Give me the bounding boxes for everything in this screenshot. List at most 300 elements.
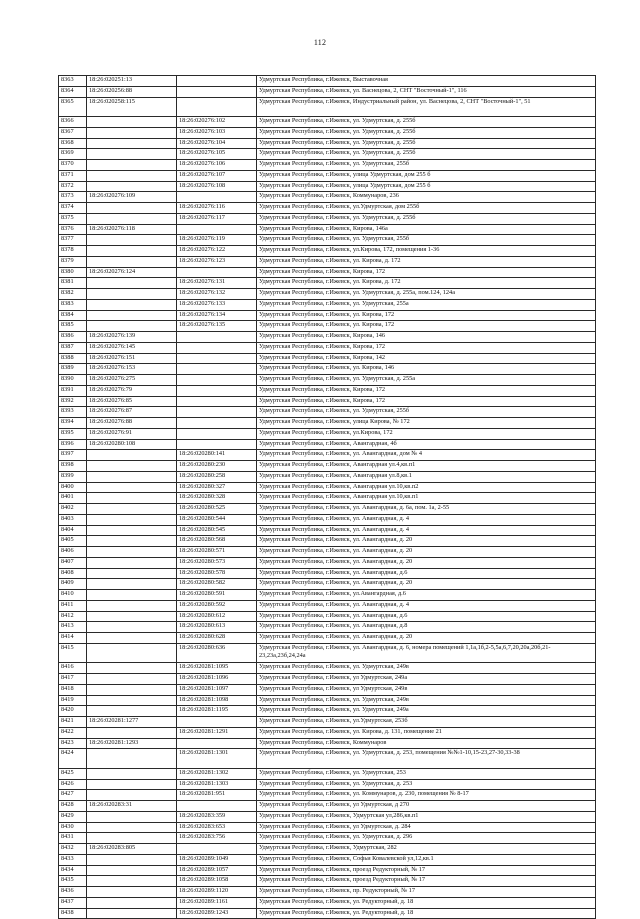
cadastral-number-cell xyxy=(87,203,177,214)
cadastral-number-cell: 18:26:020276:275 xyxy=(87,375,177,386)
cadastral-number-cell: 18:26:020276:85 xyxy=(87,396,177,407)
row-number-cell: 8371 xyxy=(59,170,87,181)
registry-body xyxy=(59,76,596,919)
building-cadastral-number-cell xyxy=(177,86,257,97)
address-cell: Удмуртская Республика, г.Ижевск, ул. Удмуртская, д. 255б xyxy=(257,127,596,138)
cadastral-number-cell xyxy=(87,127,177,138)
table-row xyxy=(59,897,596,908)
table-row xyxy=(59,779,596,790)
table-row xyxy=(59,97,596,117)
address-cell: Удмуртская Республика, г.Ижевск, Авангардная, 4б xyxy=(257,439,596,450)
table-row xyxy=(59,127,596,138)
address-cell: Удмуртская Республика, г.Ижевск, ул. Удмуртская, 249в xyxy=(257,663,596,674)
cadastral-number-cell xyxy=(87,695,177,706)
row-number-cell: 8426 xyxy=(59,779,87,790)
cadastral-number-cell xyxy=(87,310,177,321)
cadastral-number-cell xyxy=(87,117,177,128)
table-row xyxy=(59,450,596,461)
row-number-cell: 8420 xyxy=(59,706,87,717)
cadastral-number-cell: 18:26:020251:13 xyxy=(87,76,177,87)
row-number-cell: 8437 xyxy=(59,897,87,908)
table-row xyxy=(59,525,596,536)
cadastral-number-cell xyxy=(87,749,177,769)
building-cadastral-number-cell: 18:26:020276:123 xyxy=(177,256,257,267)
cadastral-number-cell xyxy=(87,622,177,633)
building-cadastral-number-cell: 18:26:020276:132 xyxy=(177,289,257,300)
address-cell: Удмуртская Республика, г.Ижевск, ул. Удмуртская, д. 255б xyxy=(257,138,596,149)
building-cadastral-number-cell xyxy=(177,267,257,278)
building-cadastral-number-cell: 18:26:020280:328 xyxy=(177,493,257,504)
row-number-cell: 8366 xyxy=(59,117,87,128)
cadastral-number-cell: 18:26:020276:151 xyxy=(87,353,177,364)
cadastral-number-cell: 18:26:020276:124 xyxy=(87,267,177,278)
address-cell: Удмуртская Республика, г.Ижевск, ул. Удмуртская, 255б xyxy=(257,407,596,418)
cadastral-number-cell xyxy=(87,779,177,790)
table-row xyxy=(59,633,596,644)
building-cadastral-number-cell xyxy=(177,418,257,429)
building-cadastral-number-cell: 18:26:020276:122 xyxy=(177,246,257,257)
address-cell: Удмуртская Республика, г.Ижевск, ул.Кирова, 172, помещения 1-36 xyxy=(257,246,596,257)
building-cadastral-number-cell: 18:26:020276:133 xyxy=(177,299,257,310)
address-cell: Удмуртская Республика, г.Ижевск, ул. Авангардная, д. 20 xyxy=(257,557,596,568)
table-row xyxy=(59,822,596,833)
address-cell: Удмуртская Республика, г.Ижевск, Авангардная ул.10,кв.п2 xyxy=(257,482,596,493)
cadastral-number-cell xyxy=(87,504,177,515)
address-cell: Удмуртская Республика, г.Ижевск, ул. Авангардная, д. 6а, пом. 1а, 2-55 xyxy=(257,504,596,515)
row-number-cell: 8372 xyxy=(59,181,87,192)
table-row xyxy=(59,844,596,855)
address-cell: Удмуртская Республика, г.Ижевск, ул. Авангардная, д. 6, номера помещений 1,1а,1б,2-5,5а,6,7,20,20а,20б,21-23,23а,23б,24,24а xyxy=(257,643,596,663)
table-row xyxy=(59,267,596,278)
address-cell: Удмуртская Республика, г.Ижевск, улица Кирова, № 172 xyxy=(257,418,596,429)
table-row xyxy=(59,138,596,149)
cadastral-number-cell xyxy=(87,768,177,779)
row-number-cell: 8370 xyxy=(59,160,87,171)
row-number-cell: 8375 xyxy=(59,213,87,224)
table-row xyxy=(59,833,596,844)
row-number-cell: 8418 xyxy=(59,684,87,695)
building-cadastral-number-cell xyxy=(177,385,257,396)
row-number-cell: 8364 xyxy=(59,86,87,97)
table-row xyxy=(59,695,596,706)
cadastral-number-cell xyxy=(87,790,177,801)
address-cell: Удмуртская Республика, г.Ижевск, ул Удмуртская, 249а xyxy=(257,674,596,685)
row-number-cell: 8373 xyxy=(59,192,87,203)
building-cadastral-number-cell xyxy=(177,801,257,812)
cadastral-number-cell xyxy=(87,547,177,558)
row-number-cell: 8427 xyxy=(59,790,87,801)
address-cell: Удмуртская Республика, г.Ижевск, Удмуртская, 282 xyxy=(257,844,596,855)
table-row xyxy=(59,76,596,87)
address-cell: Удмуртская Республика, г.Ижевск, ул.Авангардная, д.6 xyxy=(257,590,596,601)
table-row xyxy=(59,246,596,257)
table-row xyxy=(59,579,596,590)
building-cadastral-number-cell: 18:26:020276:105 xyxy=(177,149,257,160)
building-cadastral-number-cell: 18:26:020280:568 xyxy=(177,536,257,547)
cadastral-number-cell xyxy=(87,897,177,908)
row-number-cell: 8380 xyxy=(59,267,87,278)
row-number-cell: 8416 xyxy=(59,663,87,674)
address-cell: Удмуртская Республика, г.Ижевск, Кирова, 142 xyxy=(257,353,596,364)
address-cell: Удмуртская Республика, г.Ижевск, ул. Удмуртская, д. 255а xyxy=(257,375,596,386)
cadastral-number-cell: 18:26:020283:805 xyxy=(87,844,177,855)
building-cadastral-number-cell: 18:26:020280:628 xyxy=(177,633,257,644)
address-cell: Удмуртская Республика, г.Ижевск, ул. Коммунаров, д. 230, помещения № 8-17 xyxy=(257,790,596,801)
address-cell: Удмуртская Республика, г.Ижевск, ул. Удмуртская, д. 296 xyxy=(257,833,596,844)
building-cadastral-number-cell: 18:26:020276:131 xyxy=(177,278,257,289)
building-cadastral-number-cell: 18:26:020281:1095 xyxy=(177,663,257,674)
building-cadastral-number-cell: 18:26:020280:230 xyxy=(177,461,257,472)
cadastral-number-cell: 18:26:020281:1293 xyxy=(87,738,177,749)
row-number-cell: 8403 xyxy=(59,514,87,525)
address-cell: Удмуртская Республика, г.Ижевск, Авангардная ул.8,кв.1 xyxy=(257,471,596,482)
address-cell: Удмуртская Республика, г.Ижевск, Кирова, 146 xyxy=(257,332,596,343)
address-cell: Удмуртская Республика, г.Ижевск, ул. Кирова, д. 172 xyxy=(257,278,596,289)
building-cadastral-number-cell: 18:26:020276:135 xyxy=(177,321,257,332)
cadastral-number-cell: 18:26:020280:108 xyxy=(87,439,177,450)
address-cell: Удмуртская Республика, г.Ижевск, проезд Редукторный, № 17 xyxy=(257,876,596,887)
building-cadastral-number-cell: 18:26:020276:106 xyxy=(177,160,257,171)
table-row xyxy=(59,590,596,601)
address-cell: Удмуртская Республика, г.Ижевск, ул. Васнецова, 2, СНТ "Восточный-1", 116 xyxy=(257,86,596,97)
address-cell: Удмуртская Республика, г.Ижевск, ул.Удмуртская, дом 255б xyxy=(257,203,596,214)
row-number-cell: 8399 xyxy=(59,471,87,482)
cadastral-number-cell xyxy=(87,514,177,525)
cadastral-number-cell xyxy=(87,887,177,898)
building-cadastral-number-cell: 18:26:020276:108 xyxy=(177,181,257,192)
cadastral-number-cell xyxy=(87,181,177,192)
table-row xyxy=(59,353,596,364)
address-cell: Удмуртская Республика, г.Ижевск, Кирова, 172 xyxy=(257,267,596,278)
cadastral-number-cell xyxy=(87,493,177,504)
building-cadastral-number-cell xyxy=(177,97,257,117)
building-cadastral-number-cell: 18:26:020280:525 xyxy=(177,504,257,515)
table-row xyxy=(59,342,596,353)
cadastral-number-cell xyxy=(87,160,177,171)
address-cell: Удмуртская Республика, г.Ижевск, ул. Авангардная, д.6 xyxy=(257,568,596,579)
row-number-cell: 8376 xyxy=(59,224,87,235)
building-cadastral-number-cell: 18:26:020276:119 xyxy=(177,235,257,246)
table-row xyxy=(59,278,596,289)
row-number-cell: 8379 xyxy=(59,256,87,267)
row-number-cell: 8428 xyxy=(59,801,87,812)
building-cadastral-number-cell xyxy=(177,76,257,87)
table-row xyxy=(59,557,596,568)
address-cell: Удмуртская Республика, г.Ижевск, ул. Удмуртская, 249а xyxy=(257,706,596,717)
table-row xyxy=(59,203,596,214)
address-cell: Удмуртская Республика, г.Ижевск, Софьи Ковалевской ул,12,кв.1 xyxy=(257,854,596,865)
row-number-cell: 8382 xyxy=(59,289,87,300)
cadastral-number-cell: 18:26:020276:145 xyxy=(87,342,177,353)
row-number-cell: 8413 xyxy=(59,622,87,633)
table-row xyxy=(59,396,596,407)
table-row xyxy=(59,738,596,749)
address-cell: Удмуртская Республика, г.Ижевск, ул. Кирова, 172 xyxy=(257,321,596,332)
row-number-cell: 8363 xyxy=(59,76,87,87)
cadastral-number-cell xyxy=(87,643,177,663)
page-number: 112 xyxy=(313,38,327,47)
cadastral-number-cell xyxy=(87,865,177,876)
address-cell: Удмуртская Республика, г.Ижевск, ул. Удмуртская, д. 255б xyxy=(257,117,596,128)
row-number-cell: 8438 xyxy=(59,908,87,919)
row-number-cell: 8385 xyxy=(59,321,87,332)
building-cadastral-number-cell: 18:26:020280:582 xyxy=(177,579,257,590)
cadastral-number-cell xyxy=(87,170,177,181)
building-cadastral-number-cell: 18:26:020280:578 xyxy=(177,568,257,579)
row-number-cell: 8435 xyxy=(59,876,87,887)
table-row xyxy=(59,811,596,822)
cadastral-number-cell: 18:26:020283:31 xyxy=(87,801,177,812)
building-cadastral-number-cell: 18:26:020283:653 xyxy=(177,822,257,833)
row-number-cell: 8433 xyxy=(59,854,87,865)
building-cadastral-number-cell: 18:26:020289:1057 xyxy=(177,865,257,876)
table-row xyxy=(59,117,596,128)
cadastral-number-cell xyxy=(87,471,177,482)
address-cell: Удмуртская Республика, г.Ижевск, улица Удмуртская, дом 255 б xyxy=(257,181,596,192)
table-row xyxy=(59,181,596,192)
building-cadastral-number-cell xyxy=(177,364,257,375)
row-number-cell: 8405 xyxy=(59,536,87,547)
cadastral-number-cell xyxy=(87,321,177,332)
row-number-cell: 8409 xyxy=(59,579,87,590)
table-row xyxy=(59,224,596,235)
row-number-cell: 8397 xyxy=(59,450,87,461)
address-cell: Удмуртская Республика, г.Ижевск, пр. Редукторный, № 17 xyxy=(257,887,596,898)
table-row xyxy=(59,256,596,267)
table-row xyxy=(59,289,596,300)
cadastral-number-cell xyxy=(87,246,177,257)
property-registry-table xyxy=(58,75,596,919)
table-row xyxy=(59,428,596,439)
building-cadastral-number-cell: 18:26:020281:1195 xyxy=(177,706,257,717)
table-row xyxy=(59,514,596,525)
address-cell: Удмуртская Республика, г.Ижевск, улица Удмуртская, дом 255 б xyxy=(257,170,596,181)
row-number-cell: 8390 xyxy=(59,375,87,386)
table-row xyxy=(59,643,596,663)
cadastral-number-cell: 18:26:020276:88 xyxy=(87,418,177,429)
cadastral-number-cell xyxy=(87,213,177,224)
cadastral-number-cell xyxy=(87,525,177,536)
cadastral-number-cell xyxy=(87,256,177,267)
address-cell: Удмуртская Республика, г.Ижевск, ул.Кирова, 172 xyxy=(257,428,596,439)
building-cadastral-number-cell: 18:26:020280:258 xyxy=(177,471,257,482)
address-cell: Удмуртская Республика, г.Ижевск, ул Удмуртская, д. 284 xyxy=(257,822,596,833)
address-cell: Удмуртская Республика, г.Ижевск, ул. Удмуртская, 255б xyxy=(257,160,596,171)
building-cadastral-number-cell xyxy=(177,396,257,407)
address-cell: Удмуртская Республика, г.Ижевск, ул. Кирова, д. 172 xyxy=(257,256,596,267)
row-number-cell: 8377 xyxy=(59,235,87,246)
cadastral-number-cell: 18:26:020276:87 xyxy=(87,407,177,418)
cadastral-number-cell xyxy=(87,727,177,738)
address-cell: Удмуртская Республика, г.Ижевск, Коммунаров, 236 xyxy=(257,192,596,203)
table-row xyxy=(59,536,596,547)
row-number-cell: 8391 xyxy=(59,385,87,396)
address-cell: Удмуртская Республика, г.Ижевск, ул Удмуртская, 249в xyxy=(257,684,596,695)
address-cell: Удмуртская Республика, г.Ижевск, ул. Кирова, д. 131, помещение 21 xyxy=(257,727,596,738)
building-cadastral-number-cell: 18:26:020281:951 xyxy=(177,790,257,801)
address-cell: Удмуртская Республика, г.Ижевск, ул. Редукторный, д. 18 xyxy=(257,897,596,908)
building-cadastral-number-cell xyxy=(177,738,257,749)
table-row xyxy=(59,213,596,224)
building-cadastral-number-cell: 18:26:020281:1098 xyxy=(177,695,257,706)
cadastral-number-cell xyxy=(87,149,177,160)
table-row xyxy=(59,235,596,246)
address-cell: Удмуртская Республика, г.Ижевск, Кирова, 172 xyxy=(257,385,596,396)
cadastral-number-cell xyxy=(87,299,177,310)
table-row xyxy=(59,600,596,611)
row-number-cell: 8422 xyxy=(59,727,87,738)
row-number-cell: 8414 xyxy=(59,633,87,644)
table-row xyxy=(59,364,596,375)
row-number-cell: 8408 xyxy=(59,568,87,579)
table-row xyxy=(59,727,596,738)
cadastral-number-cell xyxy=(87,822,177,833)
row-number-cell: 8411 xyxy=(59,600,87,611)
building-cadastral-number-cell: 18:26:020281:1302 xyxy=(177,768,257,779)
cadastral-number-cell: 18:26:020256:88 xyxy=(87,86,177,97)
building-cadastral-number-cell xyxy=(177,342,257,353)
building-cadastral-number-cell xyxy=(177,428,257,439)
row-number-cell: 8389 xyxy=(59,364,87,375)
table-row xyxy=(59,674,596,685)
cadastral-number-cell: 18:26:020276:79 xyxy=(87,385,177,396)
address-cell: Удмуртская Республика, г.Ижевск, ул. Удмуртская, д. 253, помещения №№1-10,15-23,27-30,33-38 xyxy=(257,749,596,769)
address-cell: Удмуртская Республика, г.Ижевск, Выставочная xyxy=(257,76,596,87)
row-number-cell: 8412 xyxy=(59,611,87,622)
cadastral-number-cell xyxy=(87,482,177,493)
row-number-cell: 8407 xyxy=(59,557,87,568)
address-cell: Удмуртская Республика, г.Ижевск, ул. Авангардная, д. 20 xyxy=(257,579,596,590)
row-number-cell: 8381 xyxy=(59,278,87,289)
building-cadastral-number-cell xyxy=(177,353,257,364)
address-cell: Удмуртская Республика, г.Ижевск, ул. Авангардная, дом № 4 xyxy=(257,450,596,461)
address-cell: Удмуртская Республика, г.Ижевск, ул. Авангардная, д. 4 xyxy=(257,514,596,525)
row-number-cell: 8424 xyxy=(59,749,87,769)
building-cadastral-number-cell: 18:26:020280:545 xyxy=(177,525,257,536)
table-row xyxy=(59,332,596,343)
cadastral-number-cell xyxy=(87,674,177,685)
address-cell: Удмуртская Республика, г.Ижевск, ул. Авангардная, д. 4 xyxy=(257,600,596,611)
cadastral-number-cell xyxy=(87,278,177,289)
row-number-cell: 8369 xyxy=(59,149,87,160)
cadastral-number-cell xyxy=(87,811,177,822)
row-number-cell: 8365 xyxy=(59,97,87,117)
table-row xyxy=(59,299,596,310)
table-row xyxy=(59,86,596,97)
cadastral-number-cell: 18:26:020276:118 xyxy=(87,224,177,235)
row-number-cell: 8402 xyxy=(59,504,87,515)
address-cell: Удмуртская Республика, г.Ижевск, ул.Удмуртская, 253б xyxy=(257,717,596,728)
building-cadastral-number-cell: 18:26:020276:107 xyxy=(177,170,257,181)
row-number-cell: 8383 xyxy=(59,299,87,310)
table-row xyxy=(59,768,596,779)
table-row xyxy=(59,192,596,203)
cadastral-number-cell: 18:26:020281:1277 xyxy=(87,717,177,728)
building-cadastral-number-cell: 18:26:020289:1058 xyxy=(177,876,257,887)
building-cadastral-number-cell: 18:26:020289:1049 xyxy=(177,854,257,865)
cadastral-number-cell xyxy=(87,579,177,590)
cadastral-number-cell xyxy=(87,590,177,601)
building-cadastral-number-cell xyxy=(177,717,257,728)
row-number-cell: 8430 xyxy=(59,822,87,833)
building-cadastral-number-cell: 18:26:020280:636 xyxy=(177,643,257,663)
cadastral-number-cell: 18:26:020276:153 xyxy=(87,364,177,375)
address-cell: Удмуртская Республика, г.Ижевск, ул. Авангардная, д. 20 xyxy=(257,633,596,644)
address-cell: Удмуртская Республика, г.Ижевск, проезд Редукторный, № 17 xyxy=(257,865,596,876)
cadastral-number-cell: 18:26:020258:115 xyxy=(87,97,177,117)
building-cadastral-number-cell: 18:26:020280:613 xyxy=(177,622,257,633)
building-cadastral-number-cell: 18:26:020280:141 xyxy=(177,450,257,461)
building-cadastral-number-cell xyxy=(177,844,257,855)
cadastral-number-cell xyxy=(87,663,177,674)
row-number-cell: 8434 xyxy=(59,865,87,876)
table-row xyxy=(59,418,596,429)
table-row xyxy=(59,622,596,633)
row-number-cell: 8417 xyxy=(59,674,87,685)
table-row xyxy=(59,471,596,482)
table-row xyxy=(59,568,596,579)
table-row xyxy=(59,684,596,695)
building-cadastral-number-cell xyxy=(177,407,257,418)
row-number-cell: 8395 xyxy=(59,428,87,439)
table-row xyxy=(59,493,596,504)
building-cadastral-number-cell: 18:26:020280:327 xyxy=(177,482,257,493)
table-row xyxy=(59,321,596,332)
address-cell: Удмуртская Республика, г.Ижевск, ул. Удмуртская, 253 xyxy=(257,768,596,779)
cadastral-number-cell xyxy=(87,536,177,547)
address-cell: Удмуртская Республика, г.Ижевск, Авангардная ул.4,кв.п1 xyxy=(257,461,596,472)
table-row xyxy=(59,375,596,386)
cadastral-number-cell: 18:26:020276:91 xyxy=(87,428,177,439)
row-number-cell: 8387 xyxy=(59,342,87,353)
table-row xyxy=(59,876,596,887)
building-cadastral-number-cell xyxy=(177,332,257,343)
row-number-cell: 8388 xyxy=(59,353,87,364)
address-cell: Удмуртская Республика, г.Ижевск, ул. Удмуртская, д. 253 xyxy=(257,779,596,790)
table-row xyxy=(59,439,596,450)
cadastral-number-cell xyxy=(87,600,177,611)
table-row xyxy=(59,170,596,181)
row-number-cell: 8436 xyxy=(59,887,87,898)
address-cell: Удмуртская Республика, г.Ижевск, ул. Удмуртская, 249в xyxy=(257,695,596,706)
building-cadastral-number-cell: 18:26:020276:117 xyxy=(177,213,257,224)
row-number-cell: 8394 xyxy=(59,418,87,429)
address-cell: Удмуртская Республика, г.Ижевск, Удмуртская ул,286,кв.п1 xyxy=(257,811,596,822)
table-row xyxy=(59,854,596,865)
table-row xyxy=(59,611,596,622)
row-number-cell: 8401 xyxy=(59,493,87,504)
row-number-cell: 8367 xyxy=(59,127,87,138)
row-number-cell: 8386 xyxy=(59,332,87,343)
row-number-cell: 8392 xyxy=(59,396,87,407)
building-cadastral-number-cell: 18:26:020280:573 xyxy=(177,557,257,568)
table-row xyxy=(59,706,596,717)
building-cadastral-number-cell xyxy=(177,439,257,450)
cadastral-number-cell: 18:26:020276:139 xyxy=(87,332,177,343)
row-number-cell: 8421 xyxy=(59,717,87,728)
cadastral-number-cell xyxy=(87,633,177,644)
address-cell: Удмуртская Республика, г.Ижевск, ул. Авангардная, д. 20 xyxy=(257,536,596,547)
row-number-cell: 8423 xyxy=(59,738,87,749)
table-row xyxy=(59,663,596,674)
table-row xyxy=(59,790,596,801)
cadastral-number-cell xyxy=(87,833,177,844)
row-number-cell: 8404 xyxy=(59,525,87,536)
building-cadastral-number-cell: 18:26:020276:103 xyxy=(177,127,257,138)
cadastral-number-cell xyxy=(87,557,177,568)
building-cadastral-number-cell: 18:26:020280:612 xyxy=(177,611,257,622)
cadastral-number-cell: 18:26:020276:109 xyxy=(87,192,177,203)
